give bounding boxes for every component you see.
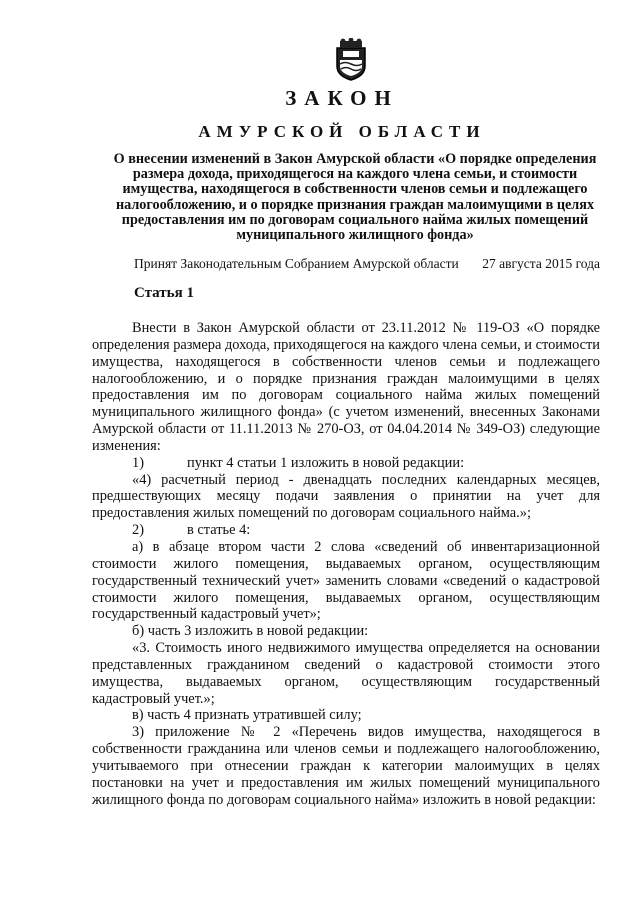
- paragraph-intro: Внести в Закон Амурской области от 23.11.2012 № 119-ОЗ «О порядке определения размера дохода, приходящегося на каждого члена семьи, и стоимости имущества, находящегося в собственности членов семьи и подлежащего налогообложению, и о порядке признания граждан малоимущими в целях предоставления им по договорам социального найма жилых помещений муниципального жилищного фонда» (с учетом изменений, внесенных Законами Амурской области от 11.11.2013 № 270-ОЗ, от 04.04.2014 № 349-ОЗ) следующие изменения:: [92, 320, 600, 454]
- item-2: [92, 522, 600, 539]
- adoption-date: 27 августа 2015 года: [482, 256, 600, 271]
- law-subject: О внесении изменений в Закон Амурской области «О порядке определения размера дохода, приходящегося на каждого члена семьи, и стоимости имущества, находящегося в собственности членов семьи и подлежащего налогообложению, и о порядке признания граждан малоимущими в целях предоставления им по договорам социального найма жилых помещений муниципального жилищного фонда»: [113, 151, 597, 244]
- item-2-text: в статье 4:: [187, 522, 251, 539]
- region-title: АМУРСКОЙ ОБЛАСТИ: [198, 122, 486, 141]
- item-2-b-quote: «3. Стоимость иного недвижимого имущества определяется на основании представленных гражданином сведений о кадастровой стоимости этого имущества, выдаваемых органом, осуществляющим государственный кадастровый учет.»;: [92, 640, 600, 707]
- adoption-text: Принят Законодательным Собранием Амурской области: [134, 256, 459, 271]
- coat-of-arms-emblem: [331, 38, 371, 82]
- item-2-c: в) часть 4 признать утратившей силу;: [132, 707, 362, 724]
- law-title: ЗАКОН: [285, 86, 399, 110]
- item-1-quote: «4) расчетный период - двенадцать последних календарных месяцев, предшествующих месяцу подачи заявления о принятии на учет для предоставления жилых помещений по договорам социального найма.»;: [92, 471, 600, 522]
- item-2-number: 2): [132, 522, 144, 539]
- item-2-b: б) часть 3 изложить в новой редакции:: [132, 623, 369, 640]
- article-heading: Статья 1: [134, 285, 194, 301]
- item-1: [92, 455, 600, 472]
- article-body: [92, 320, 600, 808]
- item-1-number: 1): [132, 454, 144, 471]
- item-3: 3) приложение № 2 «Перечень видов имущества, находящегося в собственности гражданина или членов семьи и подлежащего налогообложению, учитываемого при отнесении граждан к категории малоимущих в целях постановки на учет и предоставления им жилых помещений муниципального жилищного фонда по договорам социального найма» изложить в новой редакции:: [92, 724, 600, 808]
- adoption-line: [134, 256, 600, 272]
- item-1-text: пункт 4 статьи 1 изложить в новой редакции:: [187, 454, 465, 471]
- item-2-a: а) в абзаце втором части 2 слова «сведений об инвентаризационной стоимости жилого помещения, выдаваемых органом, осуществляющим государственный технический учет» заменить словами «сведений о кадастровой стоимости жилого помещения, выдаваемых органом, осуществляющим государственный кадастровый учет»;: [92, 538, 600, 623]
